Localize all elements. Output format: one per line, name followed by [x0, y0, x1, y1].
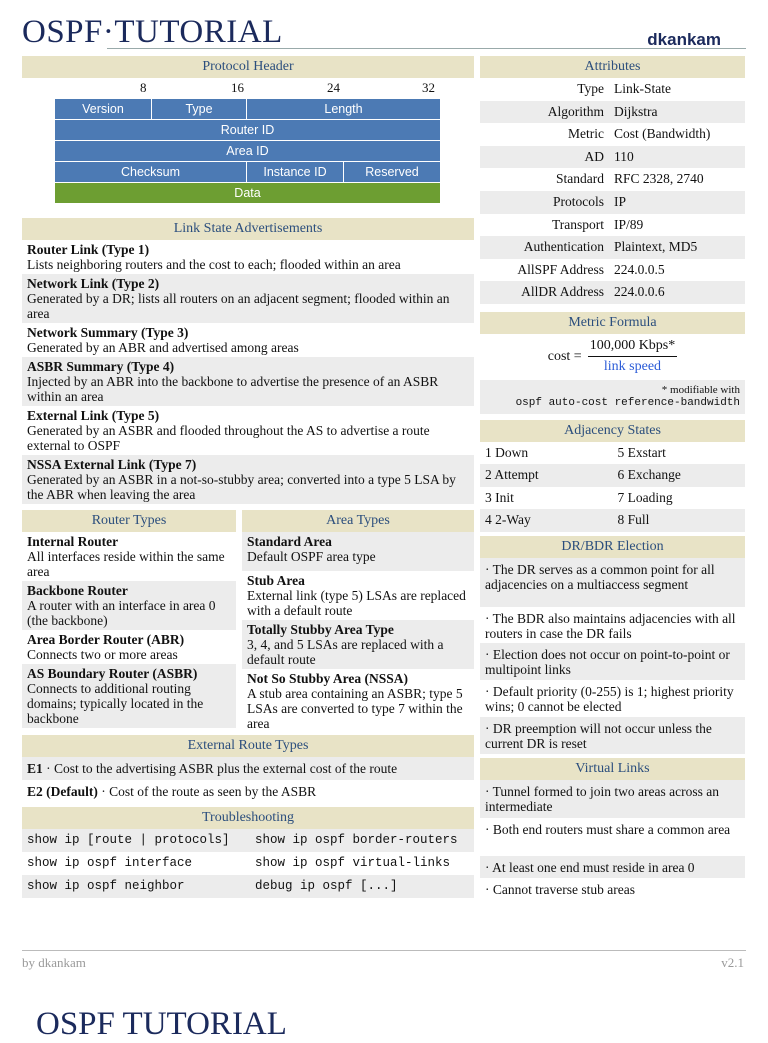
left-column	[22, 56, 474, 898]
command: show ip [route | protocols]	[22, 829, 250, 852]
footer-author: by dkankam	[22, 955, 86, 970]
page-header	[22, 14, 746, 50]
state: 3 Init	[485, 489, 514, 505]
field-area-id: Area ID	[55, 141, 441, 162]
lsa-item: Network Link (Type 2) Generated by a DR; lists all routers on an adjacent segment; flooded within an area	[22, 274, 474, 323]
virtual-link-item: · At least one end must reside in area 0	[480, 856, 745, 878]
protocol-header-title: Protocol Header	[22, 56, 474, 78]
command: debug ip ospf [...]	[250, 875, 474, 898]
external-routes-title: External Route Types	[22, 735, 474, 757]
lsa-item: ASBR Summary (Type 4) Injected by an ABR into the backbone to advertise the presence of an ASBR within an area	[22, 357, 474, 406]
field-length: Length	[247, 99, 441, 120]
attr-row: AllDR Address 224.0.0.6	[480, 281, 745, 304]
area-type-item: Standard Area Default OSPF area type	[242, 532, 474, 571]
router-types-title: Router Types	[22, 510, 236, 532]
attr-row: Authentication Plaintext, MD5	[480, 236, 745, 259]
bit-label: 16	[231, 80, 244, 95]
page-footer	[22, 950, 746, 971]
state: 2 Attempt	[480, 464, 613, 487]
attr-row: Standard RFC 2328, 2740	[556, 171, 704, 187]
election-item: · DR preemption will not occur unless the current DR is reset	[480, 717, 745, 754]
state: 8 Full	[613, 509, 746, 532]
router-type-item: Backbone Router A router with an interface in area 0 (the backbone)	[22, 581, 236, 630]
virtual-link-item: · Cannot traverse stub areas	[485, 881, 635, 897]
next-page-title: OSPF TUTORIAL	[36, 1006, 287, 1042]
bit-label: 32	[422, 80, 435, 95]
field-instance-id: Instance ID	[247, 162, 344, 183]
adjacency-grid	[480, 442, 745, 532]
state: 1 Down	[485, 444, 529, 460]
lsa-item: Router Link (Type 1) Lists neighboring routers and the cost to each; flooded within an area	[27, 242, 401, 272]
command: show ip ospf border-routers	[250, 829, 474, 852]
adjacency-title: Adjacency States	[480, 420, 745, 442]
election-item: · The DR serves as a common point for all adjacencies on a multiaccess segment	[480, 558, 745, 607]
election-title: DR/BDR Election	[480, 536, 745, 558]
page-title: OSPF·TUTORIAL	[22, 14, 283, 50]
router-types	[22, 510, 236, 733]
state: 5 Exstart	[617, 444, 666, 460]
route-item-e2: E2 (Default) · Cost of the route as seen by the ASBR	[27, 784, 317, 799]
formula-numerator: 100,000 Kbps*	[588, 338, 678, 357]
right-column	[480, 56, 745, 900]
router-type-item: Area Border Router (ABR) Connects two or more areas	[27, 632, 185, 662]
election-item: · The BDR also maintains adjacencies with all routers in case the DR fails	[485, 610, 736, 641]
field-data: Data	[55, 183, 441, 204]
area-type-item: Stub Area External link (type 5) LSAs are replaced with a default route	[247, 573, 466, 618]
bit-scale	[22, 78, 474, 98]
metric-formula	[480, 334, 745, 380]
router-type-item: Internal Router All interfaces reside within the same area	[27, 534, 225, 579]
lsa-item: External Link (Type 5) Generated by an ASBR and flooded throughout the AS to advertise a route external to OSPF	[27, 408, 430, 453]
election-item: · Election does not occur on point-to-point or multipoint links	[480, 643, 745, 680]
formula-denominator: link speed	[603, 359, 662, 375]
area-type-item: Totally Stubby Area Type 3, 4, and 5 LSAs are replaced with a default route	[242, 620, 474, 669]
command: show ip ospf neighbor	[22, 875, 250, 898]
command: show ip ospf interface	[27, 856, 193, 870]
attr-row: Protocols IP	[480, 191, 745, 214]
packet-diagram	[54, 98, 441, 204]
election-item: · Default priority (0-255) is 1; highest priority wins; 0 cannot be elected	[485, 683, 734, 714]
attributes-title: Attributes	[480, 56, 745, 78]
footer-version: v2.1	[721, 955, 744, 970]
troubleshooting-title: Troubleshooting	[22, 807, 474, 829]
field-checksum: Checksum	[55, 162, 247, 183]
formula-fraction	[588, 338, 678, 375]
metric-title: Metric Formula	[480, 312, 745, 334]
attr-row: Type Link-State	[577, 81, 671, 96]
field-version: Version	[55, 99, 152, 120]
field-type: Type	[152, 99, 247, 120]
state: 7 Loading	[617, 489, 673, 505]
state: 6 Exchange	[613, 464, 746, 487]
attr-row: AD 110	[480, 146, 745, 169]
attr-row: Algorithm Dijkstra	[480, 101, 745, 124]
bit-label: 8	[140, 80, 147, 95]
attr-row: Transport IP/89	[551, 216, 644, 232]
area-types-title: Area Types	[242, 510, 474, 532]
types-columns	[22, 510, 474, 733]
field-reserved: Reserved	[344, 162, 441, 183]
formula-lhs: cost =	[547, 348, 582, 364]
field-router-id: Router ID	[55, 120, 441, 141]
virtual-links-title: Virtual Links	[480, 758, 745, 780]
command: show ip ospf virtual-links	[255, 856, 451, 870]
bit-label: 24	[327, 80, 340, 95]
author-name: dkankam	[647, 30, 721, 49]
command-grid	[22, 829, 474, 898]
virtual-link-item: · Both end routers must share a common area	[485, 821, 731, 837]
area-types	[242, 510, 474, 733]
virtual-link-item: · Tunnel formed to join two areas across an intermediate	[480, 780, 745, 818]
lsa-title: Link State Advertisements	[22, 218, 474, 240]
attr-row: AllSPF Address 224.0.0.5	[517, 261, 665, 277]
attr-row: Metric Cost (Bandwidth)	[568, 126, 711, 142]
route-item-e1: E1 · Cost to the advertising ASBR plus the external cost of the route	[22, 757, 474, 780]
router-type-item: AS Boundary Router (ASBR) Connects to additional routing domains; typically located in the backbone	[22, 664, 236, 728]
lsa-item: Network Summary (Type 3) Generated by an ABR and advertised among areas	[27, 325, 299, 355]
lsa-item: NSSA External Link (Type 7) Generated by an ASBR in a not-so-stubby area; converted into a type 5 LSA by the ABR when leaving the area	[22, 455, 474, 504]
metric-note: * modifiable with ospf auto-cost reference-bandwidth	[480, 380, 745, 414]
area-type-item: Not So Stubby Area (NSSA) A stub area containing an ASBR; type 5 LSAs are converted to type 7 within the area	[247, 671, 463, 731]
state: 4 2-Way	[480, 509, 613, 532]
